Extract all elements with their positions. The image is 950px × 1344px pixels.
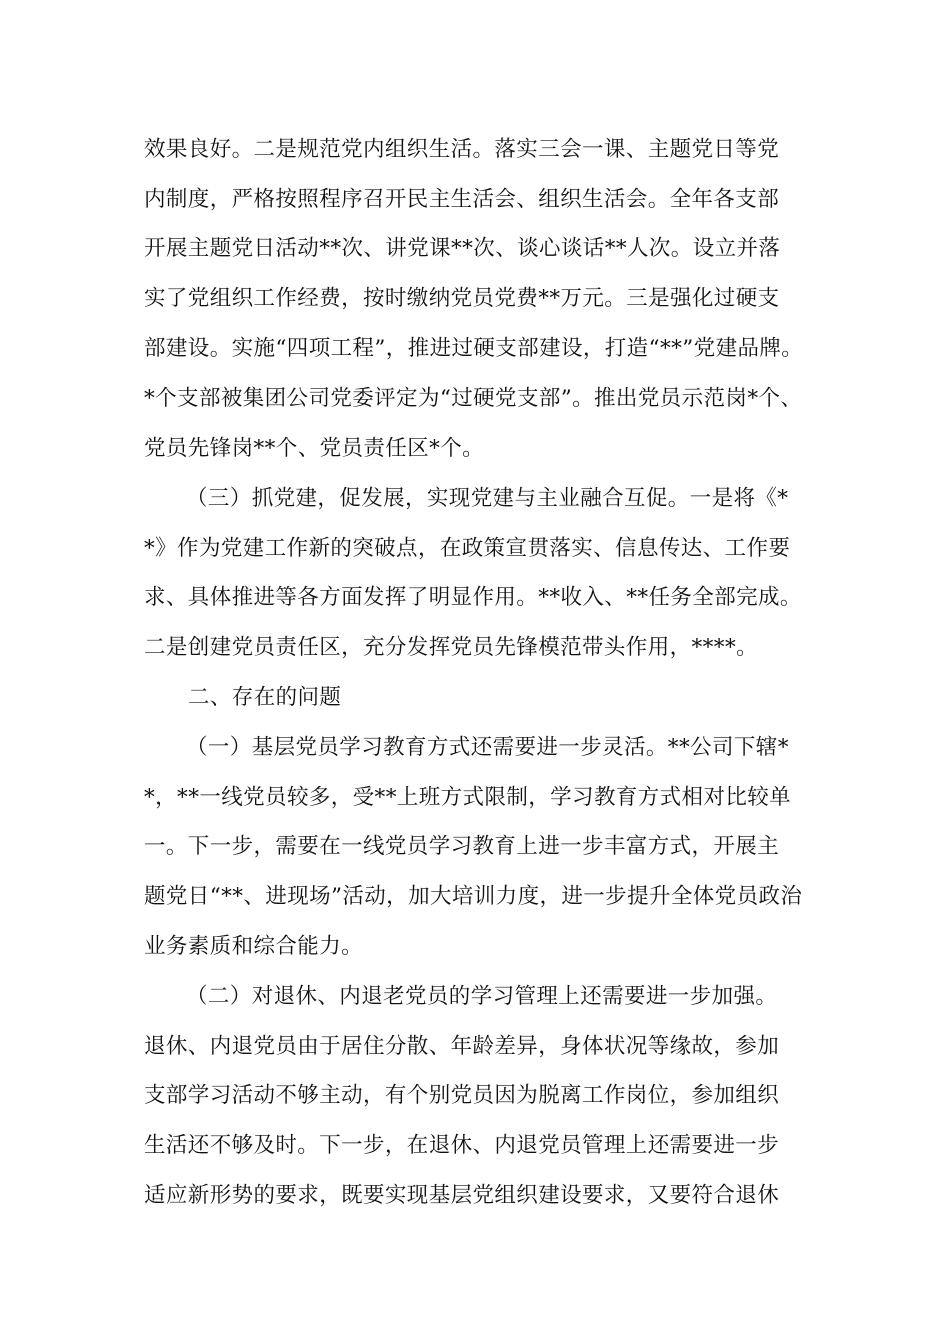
- text-line: 二是创建党员责任区，充分发挥党员先锋模范带头作用，****。: [144, 635, 759, 660]
- text-line: *，**一线党员较多，受**上班方式限制，学习教育方式相对比较单: [144, 785, 792, 810]
- text-line: 开展主题党日活动**次、讲党课**次、谈心谈话**人次。设立并落: [144, 236, 781, 261]
- text-line: *》作为党建工作新的突破点，在政策宣贯落实、信息传达、工作要: [144, 536, 791, 561]
- text-line: 部建设。实施“四项工程”，推进过硬支部建设，打造“**”党建品牌。: [144, 336, 804, 361]
- text-line: 效果良好。二是规范党内组织生活。落实三会一课、主题党日等党: [144, 137, 780, 162]
- text-line: （一）基层党员学习教育方式还需要进一步灵活。**公司下辖*: [186, 735, 789, 760]
- text-line: 内制度，严格按照程序召开民主生活会、组织生活会。全年各支部: [144, 187, 780, 212]
- text-line: （三）抓党建，促发展，实现党建与主业融合互促。一是将《*: [186, 486, 789, 511]
- text-line: 支部学习活动不够主动，有个别党员因为脱离工作岗位，参加组织: [144, 1083, 780, 1108]
- text-line: 党员先锋岗**个、党员责任区*个。: [144, 436, 485, 461]
- text-line: 业务素质和综合能力。: [144, 934, 364, 959]
- section-heading: 二、存在的问题: [188, 685, 342, 710]
- text-line: 一。下一步，需要在一线党员学习教育上进一步丰富方式，开展主: [144, 834, 780, 859]
- text-line: 退休、内退党员由于居住分散、年龄差异，身体状况等缘故，参加: [144, 1034, 780, 1059]
- text-line: 求、具体推进等各方面发挥了明显作用。**收入、**任务全部完成。: [144, 585, 802, 610]
- text-line: 题党日“**、进现场”活动，加大培训力度，进一步提升全体党员政治: [144, 884, 803, 909]
- text-line: 适应新形势的要求，既要实现基层党组织建设要求，又要符合退休: [144, 1183, 780, 1208]
- text-line: （二）对退休、内退老党员的学习管理上还需要进一步加强。: [186, 984, 778, 1009]
- text-line: 生活还不够及时。下一步，在退休、内退党员管理上还需要进一步: [144, 1133, 780, 1158]
- text-line: *个支部被集团公司党委评定为“过硬党支部”。推出党员示范岗*个、: [144, 386, 803, 411]
- text-line: 实了党组织工作经费，按时缴纳党员党费**万元。三是强化过硬支: [144, 286, 780, 311]
